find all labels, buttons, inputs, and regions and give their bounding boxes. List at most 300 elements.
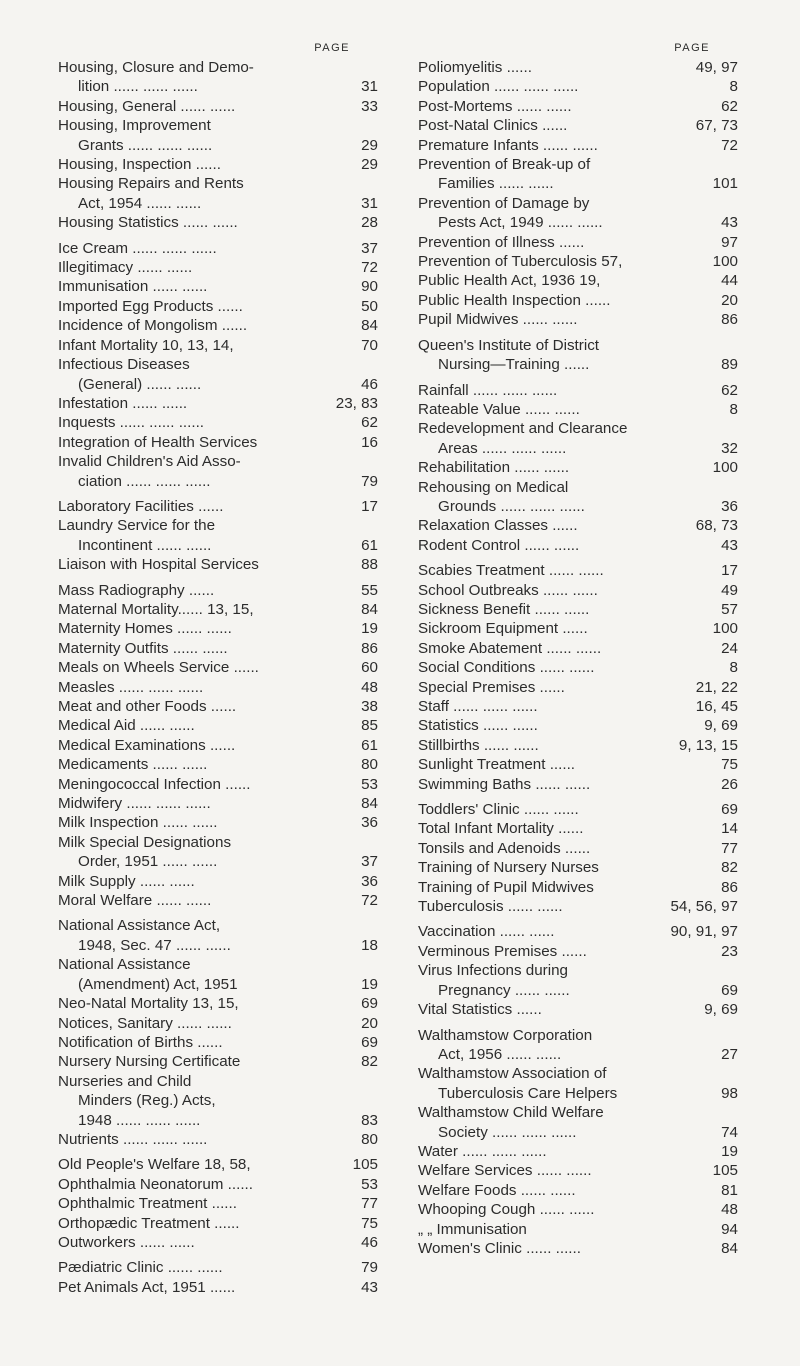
index-entry [58,497,378,516]
index-entry [58,116,378,155]
index-entry-term: Swimming Baths ...... ...... [418,775,591,793]
index-entry [58,258,378,277]
index-entry-pages: 100 [712,459,738,477]
index-entry-term: Post-Natal Clinics ...... [418,117,568,135]
index-entry-pages: 79 [361,472,378,490]
index-entry-term: Nursery Nursing Certificate [58,1053,241,1071]
index-entry-term: Rodent Control ...... ...... [418,536,580,554]
index-entry [418,233,738,252]
index-entry [58,755,378,774]
index-entry [418,581,738,600]
index-entry-pages: 19 [721,1142,738,1160]
index-entry [418,194,738,233]
index-entry [58,1258,378,1277]
index-entry-term: Medical Aid ...... ...... [58,717,195,735]
index-entry [58,97,378,116]
index-entry [58,639,378,658]
index-entry-pages: 43 [721,214,738,232]
index-entry [58,600,378,619]
index-entry-pages: 69 [721,981,738,999]
index-entry-pages: 31 [361,78,378,96]
index-entry-term: Integration of Health Services [58,433,258,451]
index-entry-term: Infant Mortality 10, 13, 14, [58,336,234,354]
index-entry [418,819,738,838]
index-entry-term: National Assistance Act, [58,917,221,935]
index-entry [418,716,738,735]
index-entry [418,755,738,774]
index-entry-term: Prevention of Damage by [418,194,590,212]
index-entry-pages: 57 [721,600,738,618]
index-entry-pages: 23, 83 [335,394,378,412]
index-entry [418,381,738,400]
index-entry [418,291,738,310]
index-entry [58,1214,378,1233]
index-entry-pages: 100 [712,620,738,638]
index-entry-pages: 18 [361,936,378,954]
index-entry-pages: 29 [361,156,378,174]
index-entry-pages: 100 [712,253,738,271]
index-entry [58,891,378,910]
index-entry-term: Nutrients ...... ...... ...... [58,1130,208,1148]
index-entry-term: Rainfall ...... ...... ...... [418,381,558,399]
index-entry [418,600,738,619]
index-entry-pages: 84 [361,317,378,335]
page-column-header: PAGE [314,42,350,54]
index-entry-pages: 70 [361,336,378,354]
index-entry-pages: 23 [721,942,738,960]
index-entry [418,58,738,77]
index-entry-pages: 44 [721,272,738,290]
index-entry [418,1064,738,1103]
index-entry [418,97,738,116]
index-entry-pages: 77 [721,839,738,857]
index-entry-term-continued: Families ...... ...... [438,175,554,193]
index-entry [58,174,378,213]
index-entry [418,736,738,755]
index-entry-term: Measles ...... ...... ...... [58,678,204,696]
index-entry-pages: 69 [361,1033,378,1051]
index-entry [58,955,378,994]
index-entry-term: Staff ...... ...... ...... [418,698,538,715]
index-entry-pages: 75 [361,1214,378,1232]
index-entry-term: „ „ Immunisation [418,1220,527,1238]
index-entry-term: Rehabilitation ...... ...... [418,459,570,477]
index-entry [418,77,738,96]
index-entry [58,1233,378,1252]
index-entry-term: Public Health Inspection ...... [418,291,611,309]
index-entry [418,419,738,458]
index-entry-pages: 80 [361,756,378,774]
index-entry-pages: 101 [712,175,738,193]
index-entry-term: Meningococcal Infection ...... [58,775,251,793]
index-entry-term: Milk Special Designations [58,833,232,851]
index-entry-pages: 72 [361,892,378,910]
index-entry [58,916,378,955]
index-entry-pages: 62 [361,414,378,432]
index-entry [418,619,738,638]
index-entry [418,1200,738,1219]
index-entry-term-continued: Pregnancy ...... ...... [438,981,570,999]
index-entry-term: Tonsils and Adenoids ...... [418,839,591,857]
index-entry-term: Sickness Benefit ...... ...... [418,600,590,618]
index-entry [418,878,738,897]
index-entry-term: Tuberculosis ...... ...... [418,898,563,916]
index-entry-pages: 16, 45 [695,698,738,715]
index-entry-term: Vaccination ...... ...... [418,923,555,941]
index-entry [418,1026,738,1065]
index-entry [418,1239,738,1258]
index-entry-pages: 46 [361,375,378,393]
index-entry-term: Milk Inspection ...... ...... [58,814,218,832]
index-entry-term: Mass Radiography ...... [58,581,215,599]
index-entry [58,794,378,813]
index-entry-pages: 17 [721,562,738,580]
index-entry [58,433,378,452]
index-entry-term: Post-Mortems ...... ...... [418,97,572,115]
index-entry-term: Rateable Value ...... ...... [418,400,580,418]
index-entry [418,942,738,961]
index-entry [58,697,378,716]
index-entry-term: Training of Pupil Midwives [418,878,594,896]
index-entry-pages: 20 [721,291,738,309]
index-entry-term: Smoke Abatement ...... ...... [418,639,602,657]
index-entry-pages: 53 [361,775,378,793]
index-entry-term-continued: Pests Act, 1949 ...... ...... [438,214,603,232]
index-entry-term: Housing, Inspection ...... [58,156,221,174]
index-entry-term: Prevention of Illness ...... [418,233,585,251]
index-entry-term: Moral Welfare ...... ...... [58,892,212,910]
index-entry-pages: 82 [361,1053,378,1071]
index-entry-pages: 27 [721,1045,738,1063]
index-entry-list [58,58,378,1297]
index-entry-pages: 8 [729,78,738,96]
index-entry-pages: 86 [721,311,738,329]
index-entry-term: Milk Supply ...... ...... [58,872,195,890]
index-entry-pages: 14 [721,820,738,838]
index-entry-term: Medicaments ...... ...... [58,756,208,774]
index-entry-term: Redevelopment and Clearance [418,420,628,438]
index-entry-term: Premature Infants ...... ...... [418,136,598,154]
index-entry [58,1155,378,1174]
index-entry [418,116,738,135]
index-entry-term: Pet Animals Act, 1951 ...... [58,1278,236,1296]
index-entry-pages: 84 [361,600,378,618]
index-entry [58,678,378,697]
index-entry [58,452,378,491]
index-entry-pages: 105 [712,1162,738,1180]
index-entry [418,800,738,819]
index-entry-pages: 88 [361,556,378,574]
index-entry [58,336,378,355]
index-entry [418,775,738,794]
index-entry [58,581,378,600]
index-entry-term: Laboratory Facilities ...... [58,497,224,515]
index-entry-pages: 62 [721,381,738,399]
index-entry-term-continued: Act, 1954 ...... ...... [78,194,202,212]
index-entry-term: Laundry Service for the [58,517,216,535]
index-entry [58,155,378,174]
index-entry [418,516,738,535]
index-entry-term: Ophthalmic Treatment ...... [58,1195,237,1213]
index-entry-term: Inquests ...... ...... ...... [58,414,205,432]
index-entry [418,310,738,329]
index-entry-term: Welfare Foods ...... ...... [418,1181,576,1199]
index-entry-pages: 28 [361,214,378,232]
index-entry [58,658,378,677]
index-entry [418,458,738,477]
index-entry [58,213,378,232]
index-entry-pages: 9, 69 [704,717,738,735]
index-entry [418,1103,738,1142]
index-entry [58,1130,378,1149]
index-entry [418,336,738,375]
index-entry-pages: 36 [361,872,378,890]
index-entry-term: Medical Examinations ...... [58,736,236,754]
index-entry-pages: 86 [361,639,378,657]
index-entry-pages: 33 [361,97,378,115]
index-entry [58,1175,378,1194]
index-entry-pages: 8 [729,400,738,418]
index-entry-term: Notices, Sanitary ...... ...... [58,1014,232,1032]
index-entry [58,316,378,335]
index-entry [418,1181,738,1200]
index-entry [58,813,378,832]
index-entry [418,961,738,1000]
index-entry-pages: 36 [721,497,738,515]
index-entry [418,478,738,517]
index-entry-pages: 62 [721,97,738,115]
index-entry-pages: 84 [721,1239,738,1257]
index-entry-pages: 38 [361,698,378,715]
index-entry-pages: 61 [361,736,378,754]
index-entry-pages: 55 [361,581,378,599]
index-entry-term: Scabies Treatment ...... ...... [418,562,604,580]
index-entry [418,658,738,677]
index-entry-term-continued: (Amendment) Act, 1951 [78,975,238,993]
index-entry-pages: 37 [361,239,378,257]
index-entry-term: Housing Repairs and Rents [58,175,244,193]
index-entry-term: Infestation ...... ...... [58,394,188,412]
index-entry-term: Walthamstow Corporation [418,1026,593,1044]
index-entry-pages: 19 [361,975,378,993]
index-entry-term-continued: Grounds ...... ...... ...... [438,497,585,515]
index-entry-term: Toddlers' Clinic ...... ...... [418,801,579,819]
index-entry-pages: 16 [361,433,378,451]
index-entry [58,297,378,316]
index-entry-term: Meat and other Foods ...... [58,698,237,715]
index-entry-pages: 72 [721,136,738,154]
index-entry-pages: 69 [721,801,738,819]
index-entry-pages: 49 [721,581,738,599]
index-entry [418,561,738,580]
index-entry-term: Public Health Act, 1936 19, [418,272,601,290]
index-entry [418,897,738,916]
index-entry-term: Social Conditions ...... ...... [418,659,595,677]
index-entry-term-continued: (General) ...... ...... [78,375,202,393]
index-entry-term: Notification of Births ...... [58,1033,223,1051]
index-entry-pages: 8 [729,659,738,677]
index-entry [418,136,738,155]
index-entry-term: Statistics ...... ...... [418,717,538,735]
index-entry [58,775,378,794]
index-entry [58,1014,378,1033]
index-entry-pages: 9, 13, 15 [678,736,738,754]
index-entry-pages: 77 [361,1195,378,1213]
index-entry-pages: 48 [721,1201,738,1219]
index-entry [418,155,738,194]
index-entry [58,716,378,735]
index-entry [58,413,378,432]
index-entry [58,394,378,413]
index-entry [58,833,378,872]
index-entry-term-continued: Tuberculosis Care Helpers [438,1084,618,1102]
index-entry-pages: 72 [361,259,378,277]
index-entry [58,736,378,755]
index-entry-pages: 32 [721,439,738,457]
index-entry-term: School Outbreaks ...... ...... [418,581,598,599]
index-entry-pages: 89 [721,356,738,374]
index-entry-pages: 74 [721,1123,738,1141]
index-entry-pages: 94 [721,1220,738,1238]
index-entry-term: Maternity Homes ...... ...... [58,620,232,638]
index-entry-pages: 86 [721,878,738,896]
index-entry-term-continued: 1948, Sec. 47 ...... ...... [78,936,231,954]
index-entry-pages: 50 [361,297,378,315]
index-entry-pages: 9, 69 [704,1001,738,1019]
index-entry-pages: 80 [361,1130,378,1148]
index-entry-pages: 21, 22 [695,678,738,696]
index-entry [418,839,738,858]
index-entry-term: Sickroom Equipment ...... [418,620,588,638]
index-entry [58,1194,378,1213]
index-entry-term: Training of Nursery Nurses [418,859,599,877]
index-entry-term: Women's Clinic ...... ...... [418,1239,581,1257]
index-entry-pages: 84 [361,795,378,813]
index-entry-term: Midwifery ...... ...... ...... [58,795,211,813]
index-entry-pages: 98 [721,1084,738,1102]
index-entry-term: Outworkers ...... ...... [58,1233,195,1251]
index-entry [58,516,378,555]
index-column-left [58,38,378,1297]
index-entry-term-continued: Areas ...... ...... ...... [438,439,567,457]
index-entry [58,58,378,97]
index-entry-pages: 68, 73 [695,517,738,535]
index-entry-pages: 43 [361,1278,378,1296]
index-entry-pages: 26 [721,775,738,793]
index-entry-term: Housing, General ...... ...... [58,97,236,115]
index-entry-term: Housing, Closure and Demo- [58,59,254,76]
index-entry-term-continued: Order, 1951 ...... ...... [78,853,218,871]
index-entry-pages: 24 [721,639,738,657]
index-entry-pages: 36 [361,814,378,832]
index-entry-term: Ice Cream ...... ...... ...... [58,239,217,257]
index-entry [418,1220,738,1239]
index-entry-term: Relaxation Classes ...... [418,517,578,535]
index-entry-pages: 61 [361,536,378,554]
index-entry-pages: 67, 73 [695,117,738,135]
index-entry-term: Ophthalmia Neonatorum ...... [58,1175,253,1193]
index-entry-term: Immunisation ...... ...... [58,278,208,296]
index-entry-term: Housing, Improvement [58,117,211,135]
index-entry-term: Sunlight Treatment ...... [418,756,576,774]
index-entry-term: Liaison with Hospital Services [58,556,259,574]
index-entry [58,555,378,574]
index-entry [418,1161,738,1180]
index-entry-pages: 37 [361,853,378,871]
index-entry [418,639,738,658]
index-entry-term: Verminous Premises ...... [418,942,587,960]
index-entry-pages: 49, 97 [695,59,738,76]
index-entry [58,1072,378,1130]
index-entry-term: Maternity Outfits ...... ...... [58,639,228,657]
index-entry-term: Population ...... ...... ...... [418,78,579,96]
index-entry-pages: 90 [361,278,378,296]
index-entry [418,697,738,716]
index-entry [58,1278,378,1297]
index-entry-pages: 43 [721,536,738,554]
index-entry-pages: 83 [361,1111,378,1129]
index-entry-term: Poliomyelitis ...... [418,59,532,76]
index-entry-term-continued: 1948 ...... ...... ...... [78,1111,201,1129]
index-entry-pages: 29 [361,136,378,154]
index-entry-list [418,58,738,1258]
index-entry-pages: 90, 91, 97 [670,923,738,941]
index-entry-term: Meals on Wheels Service ...... [58,659,259,677]
index-entry-term: Virus Infections during [418,962,568,980]
index-entry [418,252,738,271]
index-entry-term-continued: Act, 1956 ...... ...... [438,1045,562,1063]
index-entry-term: Walthamstow Association of [418,1065,607,1083]
index-entry [418,922,738,941]
index-entry-term: Queen's Institute of District [418,336,600,354]
index-entry-pages: 105 [352,1156,378,1174]
index-entry [418,400,738,419]
index-entry-term: National Assistance [58,956,191,974]
index-entry-term-continued: Nursing—Training ...... [438,356,590,374]
index-entry-term: Prevention of Break-up of [418,156,591,174]
index-entry-pages: 79 [361,1259,378,1277]
page-column-header: PAGE [674,42,710,54]
index-entry [58,277,378,296]
index-entry-pages: 46 [361,1233,378,1251]
index-entry-term: Illegitimacy ...... ...... [58,259,193,277]
index-entry [58,872,378,891]
index-entry [418,1142,738,1161]
index-entry [58,619,378,638]
index-entry [58,355,378,394]
index-entry-pages: 69 [361,995,378,1013]
index-entry-term: Prevention of Tuberculosis 57, [418,253,623,271]
index-entry [58,1033,378,1052]
index-entry-term: Pædiatric Clinic ...... ...... [58,1259,223,1277]
index-entry-pages: 60 [361,659,378,677]
index-entry [418,271,738,290]
index-entry-term: Orthopædic Treatment ...... [58,1214,240,1232]
index-entry-term: Total Infant Mortality ...... [418,820,584,838]
index-entry-pages: 53 [361,1175,378,1193]
index-entry-pages: 20 [361,1014,378,1032]
index-entry [58,239,378,258]
index-entry-term: Stillbirths ...... ...... [418,736,539,754]
index-entry-pages: 19 [361,620,378,638]
index-entry-term-continued: Minders (Reg.) Acts, [78,1092,216,1110]
index-entry-term: Nurseries and Child [58,1072,192,1090]
index-entry [418,678,738,697]
index-entry-term: Infectious Diseases [58,356,190,374]
index-entry-term-continued: Society ...... ...... ...... [438,1123,577,1141]
index-entry-term: Incidence of Mongolism ...... [58,317,248,335]
index-entry-term: Pupil Midwives ...... ...... [418,311,578,329]
